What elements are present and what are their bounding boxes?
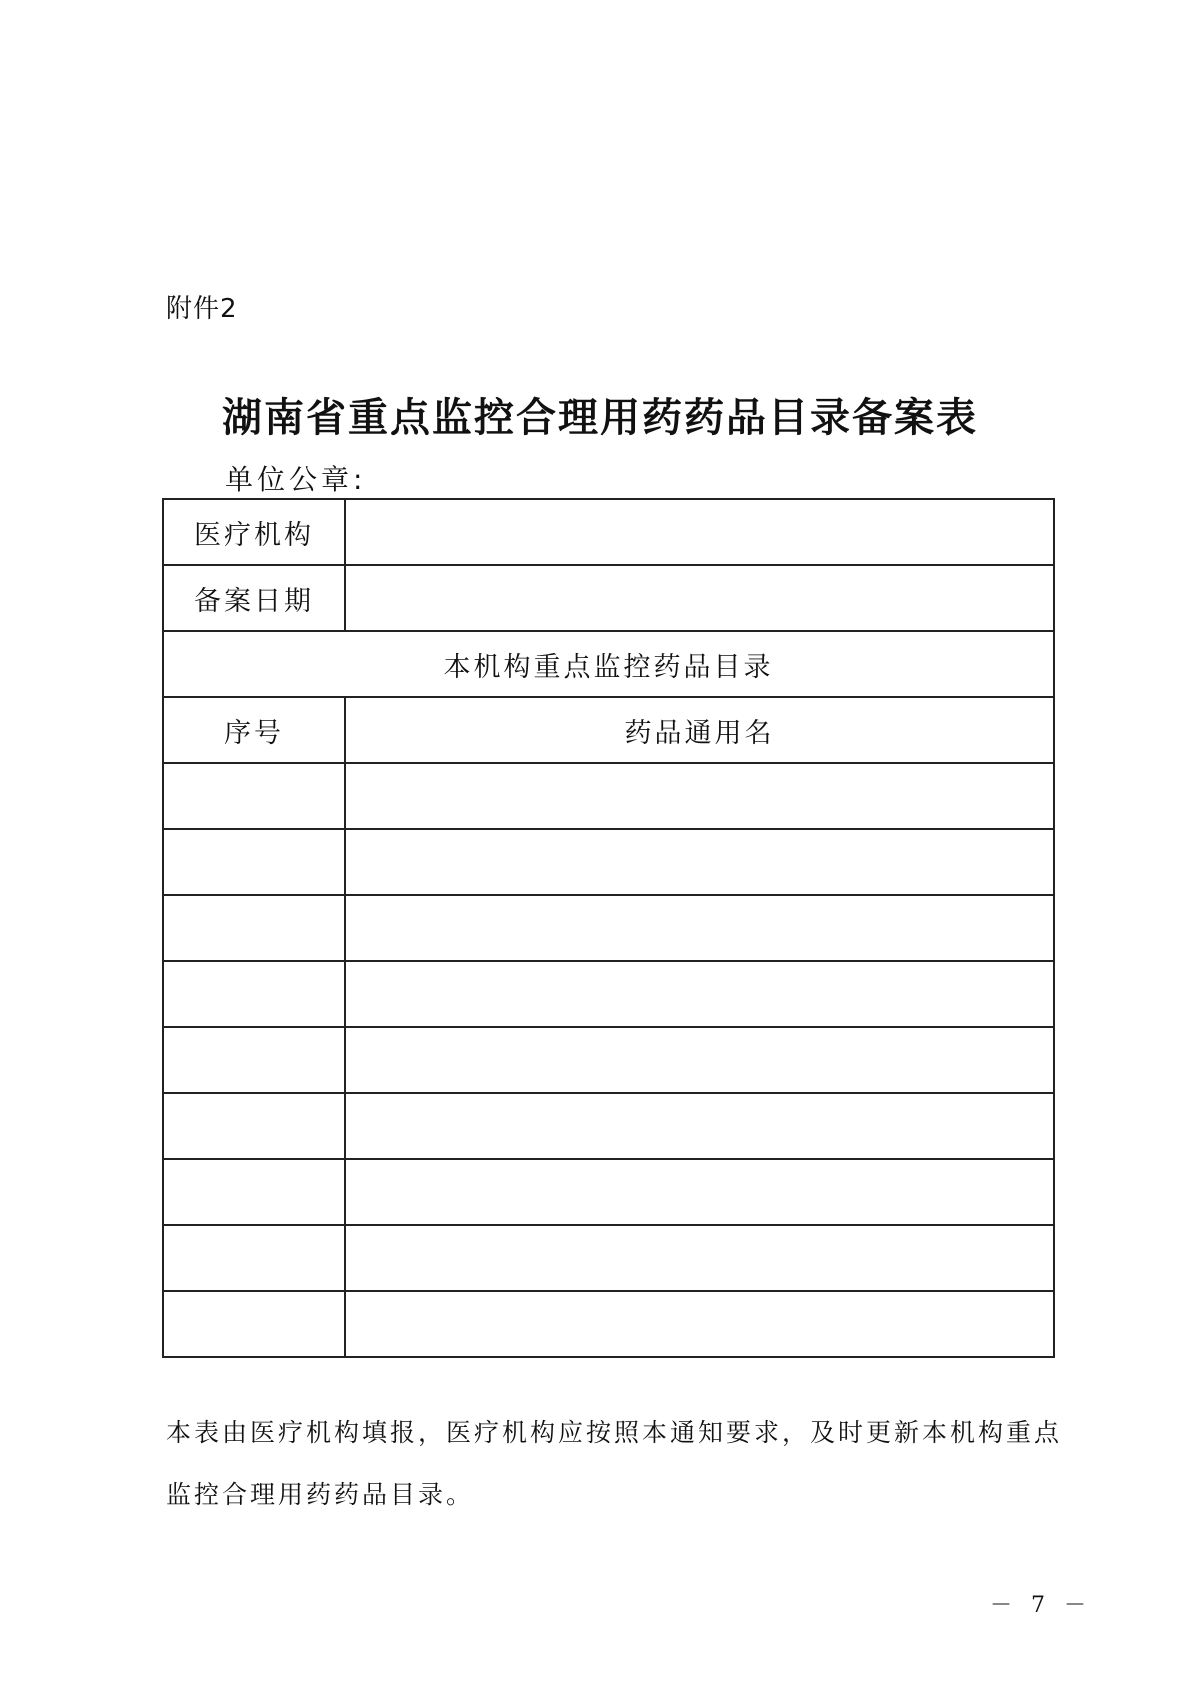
table-row [163, 1291, 1054, 1357]
drug-name-cell [345, 961, 1054, 1027]
catalog-heading: 本机构重点监控药品目录 [163, 631, 1054, 697]
table-row [163, 1159, 1054, 1225]
fill-instructions-note: 本表由医疗机构填报，医疗机构应按照本通知要求，及时更新本机构重点监控合理用药药品目录。 [166, 1418, 1063, 1509]
table-row [163, 895, 1054, 961]
filing-date-row [163, 565, 1054, 631]
serial-cell [163, 1291, 345, 1357]
serial-cell [163, 1159, 345, 1225]
table-row [163, 961, 1054, 1027]
column-header-serial: 序号 [163, 697, 345, 763]
drug-name-cell [345, 1291, 1054, 1357]
table-row [163, 763, 1054, 829]
drug-name-cell [345, 1225, 1054, 1291]
drug-name-cell [345, 829, 1054, 895]
table-row [163, 1027, 1054, 1093]
drug-name-cell [345, 1159, 1054, 1225]
attachment-label: 附件2 [166, 294, 238, 324]
serial-cell [163, 895, 345, 961]
table-row [163, 1093, 1054, 1159]
filing-date-value-cell [345, 565, 1054, 631]
page-number: － 7 － [990, 1593, 1092, 1618]
drug-name-cell [345, 895, 1054, 961]
document-title: 湖南省重点监控合理用药药品目录备案表 [222, 394, 978, 441]
serial-cell [163, 1027, 345, 1093]
filing-table [162, 498, 1055, 1358]
table-row [163, 829, 1054, 895]
drug-name-cell [345, 1093, 1054, 1159]
column-header-row [163, 697, 1054, 763]
catalog-heading-row [163, 631, 1054, 697]
institution-label: 医疗机构 [163, 499, 345, 565]
table-row [163, 1225, 1054, 1291]
institution-row [163, 499, 1054, 565]
serial-cell [163, 1093, 345, 1159]
drug-name-cell [345, 1027, 1054, 1093]
serial-cell [163, 1225, 345, 1291]
serial-cell [163, 829, 345, 895]
serial-cell [163, 961, 345, 1027]
serial-cell [163, 763, 345, 829]
column-header-drug-name: 药品通用名 [345, 697, 1054, 763]
drug-name-cell [345, 763, 1054, 829]
institution-value-cell [345, 499, 1054, 565]
filing-date-label: 备案日期 [163, 565, 345, 631]
seal-label: 单位公章: [225, 463, 367, 496]
